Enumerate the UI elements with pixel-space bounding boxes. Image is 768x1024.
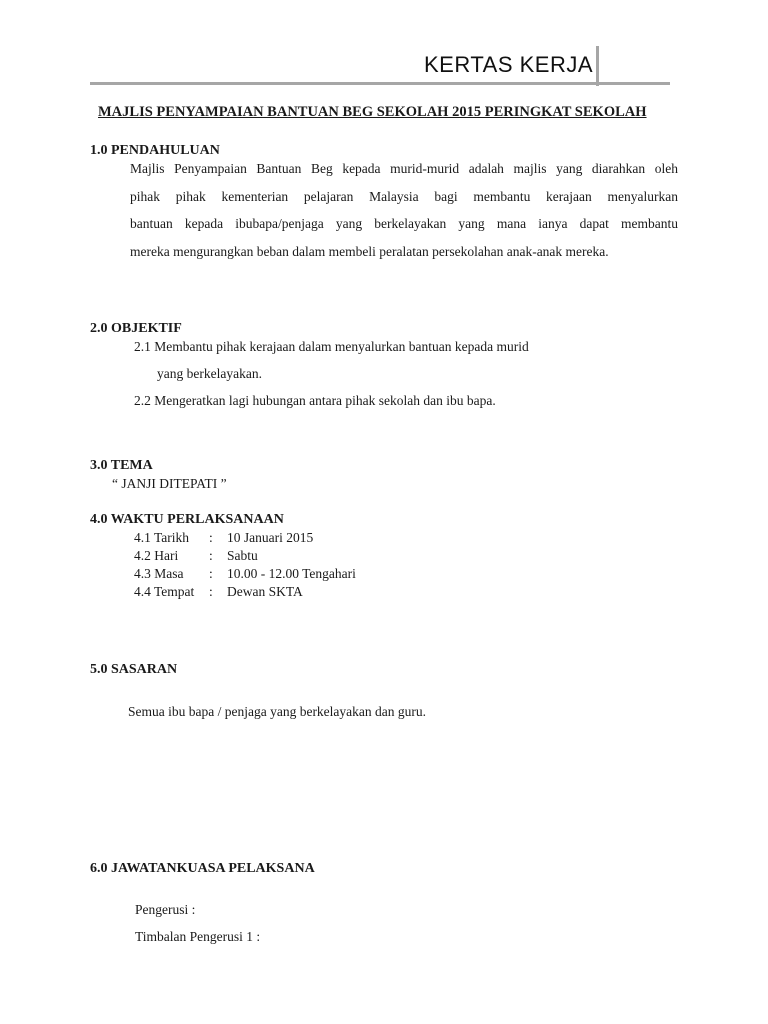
waktu-row-separator: : bbox=[209, 566, 213, 581]
pendahuluan-line: bantuan kepada ibubapa/penjaga yang berkelayakan yang mana ianya dapat membantu bbox=[130, 216, 678, 231]
section-heading-pendahuluan: 1.0 PENDAHULUAN bbox=[90, 143, 220, 158]
waktu-row-label: 4.4 Tempat bbox=[134, 584, 195, 599]
waktu-row-value: 10 Januari 2015 bbox=[227, 530, 314, 545]
pendahuluan-paragraph bbox=[130, 155, 678, 265]
objektif-item-1: 2.1 Membantu pihak kerajaan dalam menyalurkan bantuan kepada murid bbox=[134, 339, 529, 354]
waktu-row-value: Sabtu bbox=[227, 548, 258, 563]
waktu-row-value: Dewan SKTA bbox=[227, 584, 303, 599]
section-heading-waktu: 4.0 WAKTU PERLAKSANAAN bbox=[90, 512, 284, 527]
section-heading-sasaran: 5.0 SASARAN bbox=[90, 662, 178, 677]
waktu-row-label: 4.2 Hari bbox=[134, 548, 179, 563]
document-header-title: KERTAS KERJA bbox=[424, 52, 594, 77]
objektif-item-2: 2.2 Mengeratkan lagi hubungan antara pihak sekolah dan ibu bapa. bbox=[134, 393, 496, 408]
sasaran-text: Semua ibu bapa / penjaga yang berkelayakan dan guru. bbox=[128, 704, 427, 719]
waktu-row-label: 4.1 Tarikh bbox=[134, 530, 190, 545]
section-heading-tema: 3.0 TEMA bbox=[90, 458, 153, 473]
pendahuluan-line: Majlis Penyampaian Bantuan Beg kepada murid-murid adalah majlis yang diarahkan oleh bbox=[130, 161, 678, 176]
header-rule bbox=[90, 82, 670, 85]
section-heading-objektif: 2.0 OBJEKTIF bbox=[90, 321, 182, 336]
waktu-row-separator: : bbox=[209, 548, 213, 563]
header-vertical-bar bbox=[596, 46, 599, 86]
jawatankuasa-item: Pengerusi : bbox=[135, 902, 196, 917]
pendahuluan-line: mereka mengurangkan beban dalam membeli peralatan persekolahan anak-anak mereka. bbox=[130, 243, 609, 259]
pendahuluan-line: pihak pihak kementerian pelajaran Malaysia bagi membantu kerajaan menyalurkan bbox=[130, 188, 678, 204]
tema-text: “ JANJI DITEPATI ” bbox=[112, 476, 227, 491]
document-title: MAJLIS PENYAMPAIAN BANTUAN BEG SEKOLAH 2015 PERINGKAT SEKOLAH bbox=[98, 104, 647, 120]
objektif-item-1-continuation: yang berkelayakan. bbox=[157, 366, 262, 381]
waktu-row-separator: : bbox=[209, 584, 213, 599]
waktu-row-label: 4.3 Masa bbox=[134, 566, 184, 581]
waktu-row-value: 10.00 - 12.00 Tengahari bbox=[227, 566, 356, 581]
waktu-row-separator: : bbox=[209, 530, 213, 545]
section-heading-jawatankuasa: 6.0 JAWATANKUASA PELAKSANA bbox=[90, 861, 315, 876]
jawatankuasa-item: Timbalan Pengerusi 1 : bbox=[135, 929, 261, 944]
